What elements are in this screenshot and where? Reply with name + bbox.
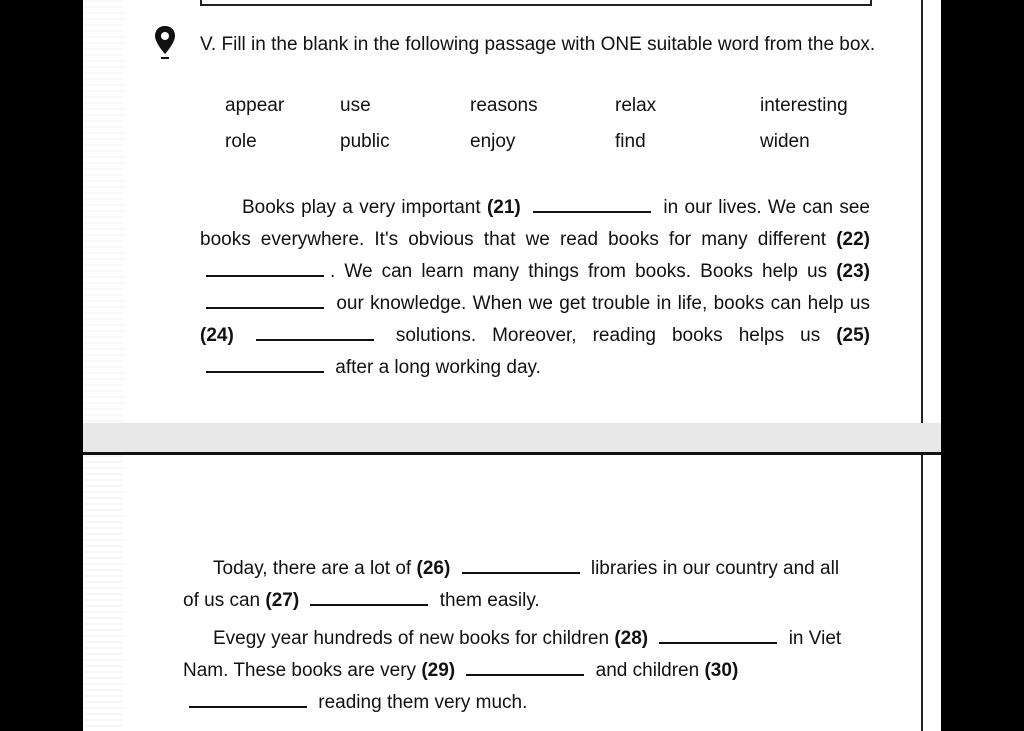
word-box bbox=[225, 93, 885, 155]
page-edge-rule bbox=[921, 0, 923, 423]
blank-number-30: (30) bbox=[704, 660, 739, 681]
blank-number-27: (27) bbox=[265, 590, 300, 611]
blank-number-24: (24) bbox=[200, 325, 234, 346]
blank-number-23: (23) bbox=[836, 261, 871, 282]
word-box-item: relax bbox=[615, 95, 657, 116]
passage-text: Today, there are a lot of bbox=[213, 558, 412, 579]
scan-noise bbox=[83, 455, 123, 731]
passage-text: in our lives. We can see books everywhere. It's obvious that we read books for many different bbox=[200, 197, 870, 250]
word-box-item: appear bbox=[225, 95, 285, 116]
worksheet-page-bottom bbox=[83, 452, 941, 731]
word-box-item: interesting bbox=[760, 95, 848, 116]
word-box-item: reasons bbox=[470, 95, 538, 116]
passage-text: in Viet Nam. These books are very bbox=[183, 628, 842, 681]
blank-number-22: (22) bbox=[836, 229, 870, 250]
word-box-item: find bbox=[615, 131, 646, 152]
word-box-item: role bbox=[225, 131, 257, 152]
blank-number-29: (29) bbox=[421, 660, 456, 681]
word-box-item: enjoy bbox=[470, 131, 516, 152]
passage-text: Evegy year hundreds of new books for children bbox=[213, 628, 610, 649]
word-box-item: public bbox=[340, 131, 390, 152]
blank-30[interactable] bbox=[189, 690, 307, 708]
passage-text: . We can learn many things from books. Books help us bbox=[330, 261, 828, 282]
passage-text: libraries in our country and all of us can bbox=[183, 558, 840, 611]
scan-noise bbox=[83, 0, 123, 423]
blank-number-25: (25) bbox=[836, 325, 871, 346]
blank-number-28: (28) bbox=[614, 628, 649, 649]
page-gap bbox=[83, 423, 941, 454]
blank-28[interactable] bbox=[659, 626, 777, 644]
blank-number-26: (26) bbox=[416, 558, 451, 579]
passage-text: solutions. Moreover, reading books helps us bbox=[395, 325, 821, 346]
passage-text: after a long working day. bbox=[335, 357, 541, 378]
blank-22[interactable] bbox=[206, 259, 324, 277]
blank-number-21: (21) bbox=[486, 197, 521, 218]
blank-26[interactable] bbox=[462, 556, 580, 574]
word-box-item: use bbox=[340, 95, 371, 116]
blank-27[interactable] bbox=[310, 588, 428, 606]
blank-29[interactable] bbox=[466, 658, 584, 676]
passage-paragraph bbox=[183, 553, 853, 617]
passage-books bbox=[200, 192, 870, 384]
passage-paragraph bbox=[183, 623, 853, 719]
blank-23[interactable] bbox=[206, 291, 324, 309]
blank-24[interactable] bbox=[256, 323, 374, 341]
passage-text: and children bbox=[595, 660, 700, 681]
blank-21[interactable] bbox=[533, 195, 651, 213]
word-box-item: widen bbox=[760, 131, 810, 152]
blank-25[interactable] bbox=[206, 355, 324, 373]
passage-paragraph bbox=[200, 192, 870, 384]
page-edge-rule bbox=[921, 455, 923, 731]
passage-text: Books play a very important bbox=[242, 197, 481, 218]
passage-text: our knowledge. When we get trouble in life, books can help us bbox=[336, 293, 870, 314]
worksheet-page-top bbox=[83, 0, 941, 423]
location-pin-icon bbox=[153, 24, 177, 62]
passage-text: them easily. bbox=[439, 590, 540, 611]
previous-table-edge bbox=[200, 0, 872, 6]
passage-text: reading them very much. bbox=[318, 692, 528, 713]
exercise-heading: V. Fill in the blank in the following passage with ONE suitable word from the box. bbox=[200, 34, 876, 55]
passage-libraries bbox=[183, 553, 853, 725]
